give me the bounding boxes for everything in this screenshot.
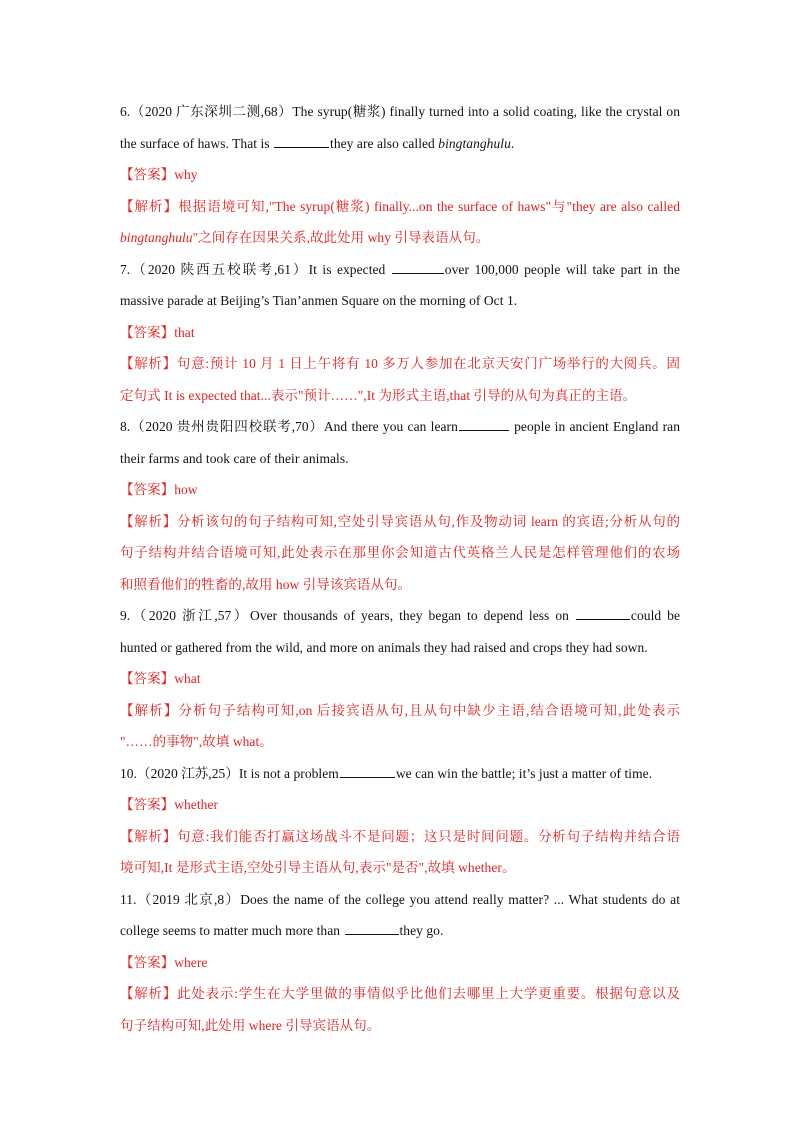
document-page [120, 96, 680, 1041]
question-8-line-1: 8.（2020 贵州贵阳四校联考,70）And there you can learn people in ancient England ran [120, 411, 680, 443]
answer-blank [345, 920, 399, 935]
answer-blank [576, 605, 630, 620]
question-6-line-2: the surface of haws. That is they are also called bingtanghulu. [120, 128, 680, 160]
question-9-line-2: hunted or gathered from the wild, and more on animals they had raised and crops they had sown. [120, 639, 648, 655]
explanation-10-line-1: 【解析】句意:我们能否打赢这场战斗不是问题；这只是时间问题。分析句子结构并结合语 [120, 828, 680, 844]
answer-10: 【答案】whether [120, 797, 219, 812]
explanation-6-line-1: 【解析】根据语境可知,"The syrup(糖浆) finally...on the surface of haws"与"they are also called [120, 198, 680, 214]
explanation-11-line-1: 【解析】此处表示:学生在大学里做的事情似乎比他们去哪里上大学更重要。根据句意以及 [120, 986, 680, 1001]
answer-7: 【答案】that [120, 324, 195, 340]
explanation-9-line-2: "……的事物",故填 what。 [120, 734, 273, 749]
question-10-line-1: 10.（2020 江苏,25）It is not a problem we can win the battle; it’s just a matter of time. [120, 758, 680, 790]
answer-6: 【答案】why [120, 167, 198, 182]
answer-blank [274, 133, 329, 148]
answer-blank [340, 763, 395, 778]
explanation-6-line-2: bingtanghulu"之间存在因果关系,故此处用 why 引导表语从句。 [120, 230, 490, 245]
explanation-9-line-1: 【解析】分析句子结构可知,on 后接宾语从句,且从句中缺少主语,结合语境可知,此处表示 [120, 702, 680, 718]
explanation-8-line-2: 句子结构并结合语境可知,此处表示在那里你会知道古代英格兰人民是怎样管理他们的农场 [120, 545, 680, 560]
answer-9: 【答案】what [120, 671, 201, 686]
explanation-8-line-1: 【解析】分析该句的句子结构可知,空处引导宾语从句,作及物动词 learn 的宾语;分析从句的 [120, 513, 680, 529]
question-7-line-2: massive parade at Beijing’s Tian’anmen Square on the morning of Oct 1. [120, 293, 518, 308]
answer-8: 【答案】how [120, 482, 198, 497]
question-11-line-1: 11.（2019 北京,8）Does the name of the college you attend really matter? ... What students do at [120, 891, 680, 907]
question-6-line-1: 6.（2020 广东深圳二测,68）The syrup(糖浆) finally turned into a solid coating, like the crystal on [120, 104, 680, 119]
answer-blank [392, 259, 444, 274]
question-11-line-2: college seems to matter much more than they go. [120, 915, 680, 947]
explanation-8-line-3: 和照看他们的牲畜的,故用 how 引导该宾语从句。 [120, 576, 412, 592]
explanation-11-line-2: 句子结构可知,此处用 where 引导宾语从句。 [120, 1017, 381, 1033]
question-8-line-2: their farms and took care of their animals. [120, 450, 349, 466]
explanation-7-line-2: 定句式 It is expected that...表示"预计……",It 为形式主语,that 引导的从句为真正的主语。 [120, 387, 637, 403]
question-9-line-1: 9.（2020 浙江,57）Over thousands of years, they began to depend less on could be [120, 600, 680, 632]
question-7-line-1: 7.（2020 陕西五校联考,61）It is expected over 100,000 people will take part in the [120, 254, 680, 286]
explanation-7-line-1: 【解析】句意:预计 10 月 1 日上午将有 10 多万人参加在北京天安门广场举行的大阅兵。固 [120, 356, 680, 371]
explanation-10-line-2: 境可知,It 是形式主语,空处引导主语从句,表示"是否",故填 whether。 [120, 860, 516, 875]
answer-blank [459, 416, 509, 431]
answer-11: 【答案】where [120, 954, 208, 970]
